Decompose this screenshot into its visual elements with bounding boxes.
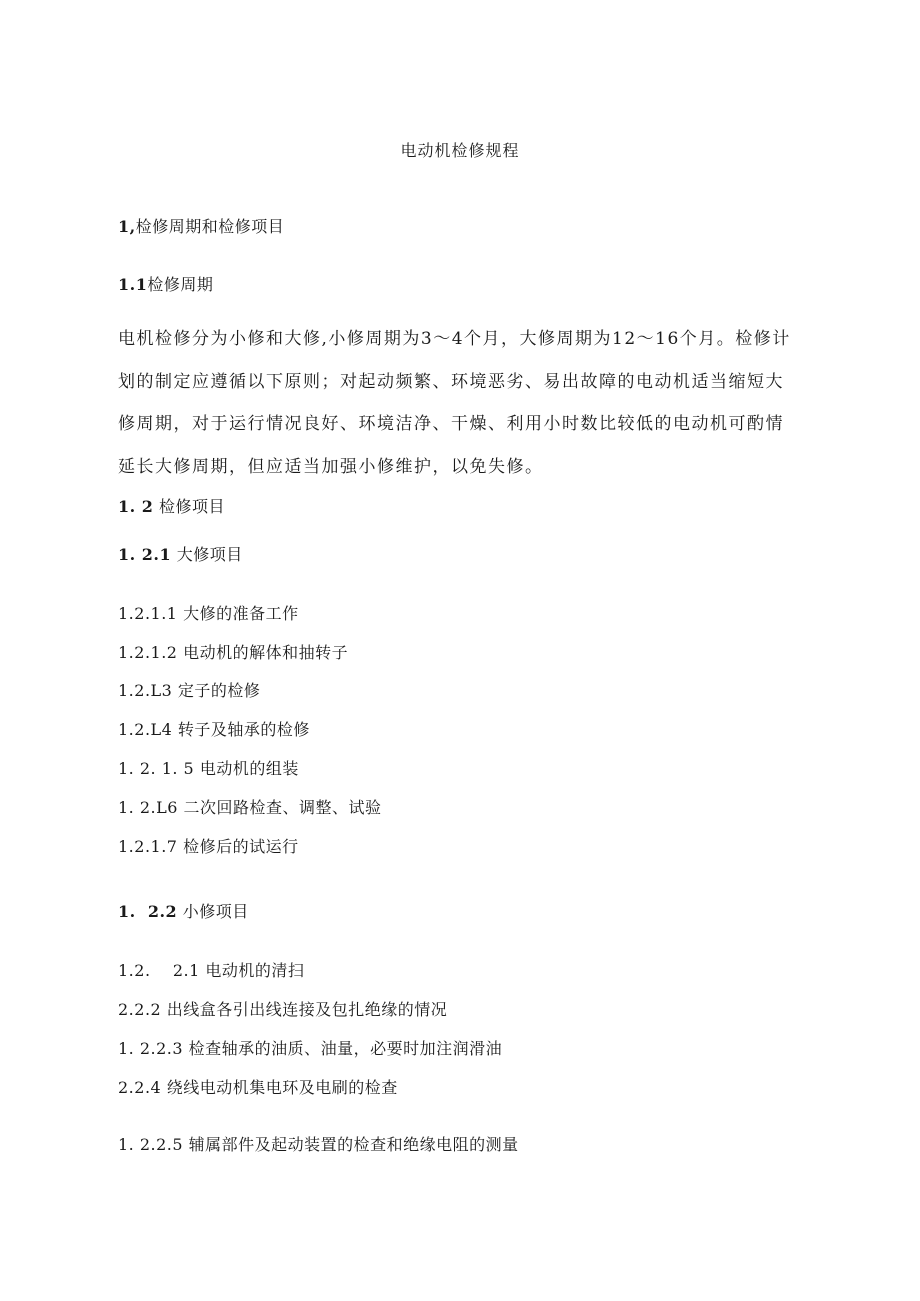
list-item: 1.2.1.2 电动机的解体和抽转子 [118, 643, 349, 662]
section-number: 1. 2.2 [118, 902, 178, 921]
list-item: 1. 2. 1. 5 电动机的组装 [118, 759, 299, 778]
list-item: 1.2.1.1 大修的准备工作 [118, 604, 299, 623]
paragraph-line: 划的制定应遵循以下原则；对起动频繁、环境恶劣、易出故障的电动机适当缩短大 [118, 371, 784, 392]
section-text: 小修项目 [182, 902, 249, 921]
list-item: 1. 2.L6 二次回路检查、调整、试验 [118, 798, 382, 817]
list-item: 2.2.2 出线盒各引出线连接及包扎绝缘的情况 [118, 1000, 448, 1019]
section-number: 1, [118, 217, 136, 236]
section-heading-1-2-2 [118, 902, 249, 922]
list-item: 1. 2.2.5 辅属部件及起动装置的检查和绝缘电阻的测量 [118, 1135, 519, 1154]
section-number: 1.1 [118, 275, 148, 294]
section-text: 检修周期和检修项目 [135, 217, 285, 236]
page-title: 电动机检修规程 [400, 141, 520, 160]
section-heading-1-1 [118, 275, 213, 295]
section-number: 1. 2.1 [118, 545, 172, 564]
list-item: 1.2.1.7 检修后的试运行 [118, 837, 299, 856]
section-heading-1 [118, 217, 284, 237]
body-paragraph [118, 318, 808, 488]
list-item: 1.2.L4 转子及轴承的检修 [118, 720, 310, 739]
list-item: 1.2. 2.1 电动机的清扫 [118, 961, 305, 980]
paragraph-line: 电机检修分为小修和大修,小修周期为3～4个月，大修周期为12～16个月。检修计 [118, 329, 791, 349]
list-item: 1. 2.2.3 检查轴承的油质、油量，必要时加注润滑油 [118, 1039, 503, 1058]
list-item: 1.2.L3 定子的检修 [118, 681, 261, 700]
paragraph-line: 修周期，对于运行情况良好、环境洁净、干燥、利用小时数比较低的电动机可酌情 [118, 414, 784, 434]
paragraph-line: 延长大修周期，但应适当加强小修维护，以免失修。 [118, 456, 544, 477]
section-heading-1-2-1 [118, 545, 243, 565]
section-heading-1-2 [118, 497, 225, 517]
section-text: 检修周期 [147, 275, 214, 294]
section-text: 大修项目 [176, 545, 243, 564]
section-number: 1. 2 [118, 497, 154, 516]
section-text: 检修项目 [159, 497, 226, 516]
list-item: 2.2.4 绕线电动机集电环及电刷的检查 [118, 1078, 398, 1097]
